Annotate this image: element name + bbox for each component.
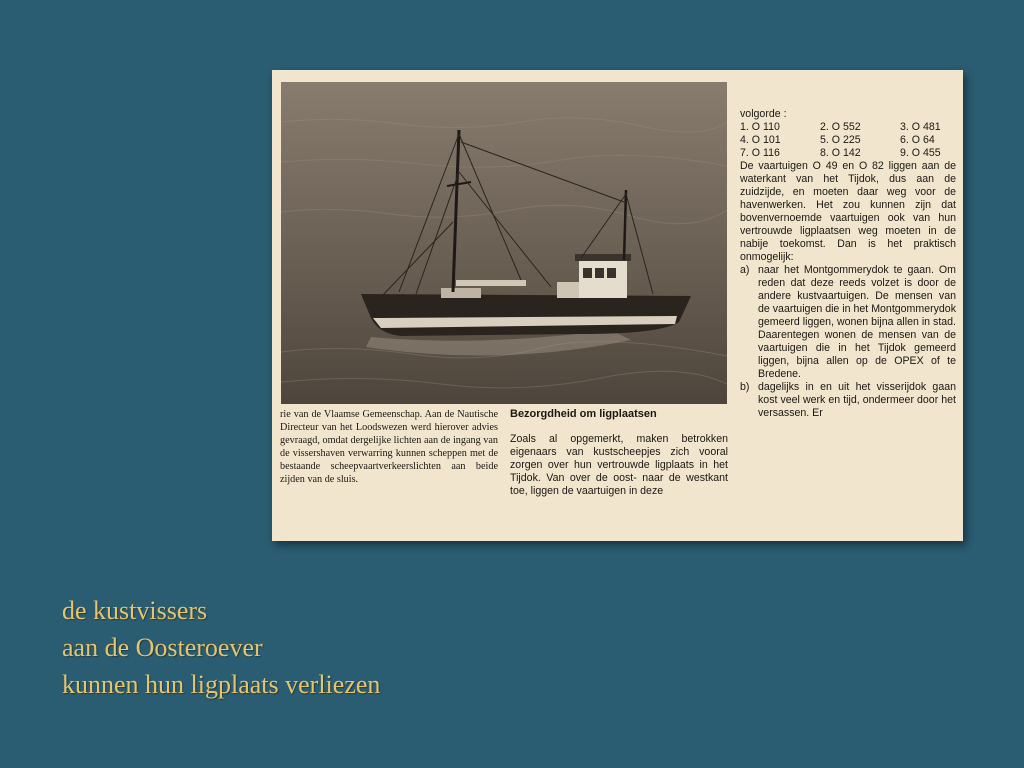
order-entry: 7. O 116 <box>740 147 780 159</box>
list-item <box>740 264 956 381</box>
order-entry: 4. O 101 <box>740 134 781 146</box>
middle-article-column <box>510 408 728 498</box>
list-item <box>740 381 956 420</box>
left-column-text: rie van de Vlaamse Gemeenschap. Aan de Nautische Directeur van het Loodswezen werd hierover advies gevraagd, omdat dergelijke lichten aan de ingang van de vissershaven verwarring kunnen scheppen met de bestaande scheepvaartverkeerslichten aan beide zijden van de sluis. <box>280 409 498 485</box>
order-entry: 8. O 142 <box>820 147 861 159</box>
list-marker: a) <box>740 264 750 276</box>
caption-line: de kustvissers <box>62 596 208 625</box>
article-subheading: Bezorgdheid om ligplaatsen <box>510 408 657 420</box>
right-column-paragraph: De vaartuigen O 49 en O 82 liggen aan de waterkant van het Tijdok, dus aan de zuidzijde, en moeten daar weg voor de havenwerken. Het zou kunnen zijn dat bovenvernoemde vaartuigen ook van hun vertrouwde ligplaatsen weg moeten in de nabije toekomst. Dan is het praktisch onmogelijk: <box>740 160 956 263</box>
order-entry: 3. O 481 <box>900 121 941 133</box>
middle-column-text: Zoals al opgemerkt, maken betrokken eigenaars van kustscheepjes zich vooral zorgen over hun vertrouwde ligplaats in het Tijdok. Van over de oost- naar de westkant toe, liggen de vaartuigen in deze <box>510 433 728 497</box>
slide-caption <box>62 592 380 703</box>
list-marker: b) <box>740 381 750 393</box>
right-article-column <box>740 108 956 420</box>
caption-line: kunnen hun ligplaats verliezen <box>62 670 381 699</box>
order-entry: 2. O 552 <box>820 121 861 133</box>
order-entry: 9. O 455 <box>900 147 941 159</box>
vessel-order-grid <box>740 121 956 160</box>
fishing-boat-image <box>281 82 727 404</box>
order-entry: 5. O 225 <box>820 134 861 146</box>
fishing-boat-photo <box>281 82 727 404</box>
list-item-text: dagelijks in en uit het visserijdok gaan kost veel werk en tijd, ondermeer door het versassen. Er <box>758 381 956 419</box>
newspaper-clipping <box>272 70 963 541</box>
list-item-text: naar het Montgommerydok te gaan. Om reden dat deze reeds volzet is door de andere kustvaartuigen. De mensen van de vaartuigen die in het Montgommerydok gemeerd liggen, wonen bijna allen in stad. Daarentegen wonen de mensen van de vaartuigen die in het Tijdok gemeerd liggen, bijna allen op de OPEX of te Bredene. <box>758 264 956 380</box>
order-entry: 1. O 110 <box>740 121 780 133</box>
order-entry: 6. O 64 <box>900 134 935 146</box>
order-intro: volgorde : <box>740 108 787 120</box>
caption-line: aan de Oosteroever <box>62 633 263 662</box>
left-article-column <box>280 408 498 486</box>
